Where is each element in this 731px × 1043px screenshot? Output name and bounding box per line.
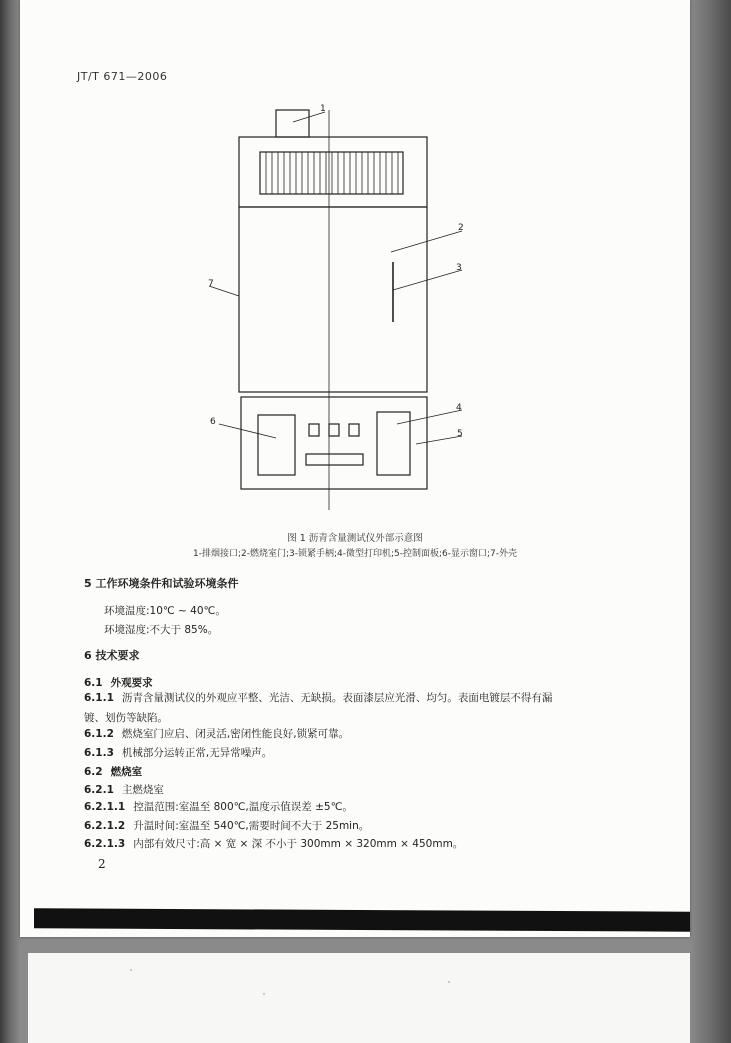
page-number: 2 (98, 857, 106, 871)
vent-grille (260, 152, 403, 194)
instrument-diagram (20, 0, 690, 530)
micro-printer (377, 412, 410, 475)
panel-display-strip (306, 454, 363, 465)
clause-6-2-1: 6.2.1 主燃烧室 (84, 784, 164, 796)
section-6-heading: 6 技术要求 (84, 649, 140, 662)
clause-6-1-1-continued: 镀、划伤等缺陷。 (84, 712, 168, 724)
leader-6 (219, 424, 276, 438)
clause-6-1-1: 6.1.1 沥青含量测试仪的外观应平整、光洁、无缺损。表面漆层应光滑、均匀。表面电镀层不得有漏 (84, 692, 553, 704)
callout-2: 2 (458, 223, 464, 233)
vent-slats (266, 152, 398, 194)
clause-6-1: 6.1 外观要求 (84, 677, 153, 689)
document-page (20, 0, 690, 937)
scan-speck (448, 981, 450, 983)
scan-speck (263, 993, 265, 995)
exhaust-port (276, 110, 309, 137)
standard-code: JT/T 671—2006 (77, 70, 168, 83)
next-page-edge (28, 953, 690, 1043)
figure-caption-title: 图 1 沥青含量测试仪外部示意图 (287, 533, 423, 544)
combustion-door (239, 207, 427, 392)
section-5-heading: 5 工作环境条件和试验环境条件 (84, 577, 239, 590)
display-window (258, 415, 295, 475)
callout-4: 4 (456, 403, 462, 413)
env-humidity: 环境湿度:不大于 85%。 (104, 624, 219, 636)
clause-6-2-1-2: 6.2.1.2 升温时间:室温至 540℃,需要时间不大于 25min。 (84, 820, 370, 832)
panel-button-3 (349, 424, 359, 436)
cabinet-upper (239, 137, 427, 207)
callout-3: 3 (456, 263, 462, 273)
env-temperature: 环境温度:10℃ ~ 40℃。 (104, 605, 226, 617)
callout-7: 7 (208, 279, 214, 289)
panel-button-2 (329, 424, 339, 436)
panel-button-1 (309, 424, 319, 436)
clause-6-1-3: 6.1.3 机械部分运转正常,无异常噪声。 (84, 747, 273, 759)
callout-6: 6 (210, 417, 216, 427)
callout-5: 5 (457, 429, 463, 439)
callout-1: 1 (320, 104, 326, 114)
leader-5 (416, 436, 462, 444)
clause-6-2-1-3: 6.2.1.3 内部有效尺寸:高 × 宽 × 深 不小于 300mm × 320mm × 450mm。 (84, 838, 464, 850)
clause-6-2: 6.2 燃烧室 (84, 766, 143, 778)
scan-speck (130, 969, 132, 971)
clause-6-1-2: 6.1.2 燃烧室门应启、闭灵活,密闭性能良好,锁紧可靠。 (84, 728, 350, 740)
clause-6-2-1-1: 6.2.1.1 控温范围:室温至 800℃,温度示值误差 ±5℃。 (84, 801, 353, 813)
figure-caption-legend: 1-排烟接口;2-燃烧室门;3-锁紧手柄;4-微型打印机;5-控制面板;6-显示窗口;7-外壳 (192, 549, 517, 559)
scan-edge-bar (34, 908, 690, 931)
